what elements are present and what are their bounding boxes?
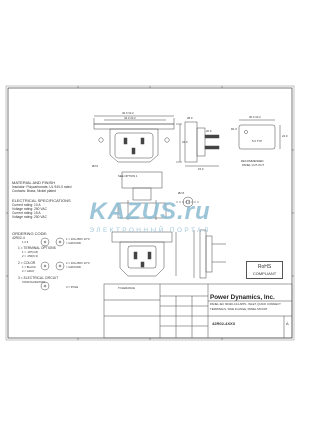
ordering-option: = GROUND — [66, 265, 81, 269]
ordering-option: 2 = GRAY — [22, 269, 35, 273]
materials-line: Insulator: Polycarbonate, UL 94V-0 rated — [12, 185, 72, 189]
rohs-badge — [246, 261, 283, 279]
tolerance-label: TOLERANCE — [118, 286, 136, 290]
electrical-line: Current rating: 10 A — [12, 203, 41, 207]
lower-front-view — [112, 232, 176, 276]
part-number: 42R02-4XXX — [212, 321, 236, 326]
watermark-logo: KAZUS.ru — [89, 198, 211, 225]
panel-cutout — [239, 120, 280, 149]
ordering-config-heading: 3 = ELECTRICAL CIRCUIT — [18, 276, 59, 280]
ordering-option: = GROUND — [66, 241, 81, 245]
rohs-line: RoHS — [257, 264, 272, 270]
ordering-option: 2 = .250(6.3) — [22, 254, 38, 258]
dimension-label: 5.0 TYP — [252, 139, 263, 143]
watermark — [0, 198, 300, 234]
title-block — [104, 284, 292, 338]
ordering-config-sub: CONFIGURATION — [22, 280, 46, 284]
ordering-option: 1 = 10A 250V 10°C — [66, 237, 90, 241]
dimension-label: R1.0 — [231, 127, 237, 131]
ordering-color-heading: 2 = COLOR — [18, 261, 36, 265]
rohs-line: COMPLIANT — [252, 271, 277, 276]
electrical-heading: ELECTRICAL SPECIFICATIONS — [12, 198, 71, 203]
lower-side-view — [194, 230, 226, 278]
ordering-option: 3 = POLE — [66, 285, 79, 289]
panel-cutout-label: RECOMMENDED — [241, 159, 264, 163]
dimension-label: 28.0 — [187, 116, 193, 120]
dimension-label: Ø2.8 — [178, 191, 185, 195]
ordering-option: 1 = .187(4.8) — [22, 250, 38, 254]
electrical-line: Voltage rating: 250 VAC — [12, 215, 47, 219]
dimension-label: 43.0 ±0.2 — [124, 116, 136, 120]
dimension-label: 24.0 — [282, 134, 288, 138]
ordering-option: 2 = 10A 250V 10°C — [66, 261, 90, 265]
dimension-label: 20.0 — [206, 129, 212, 133]
company-name: Power Dynamics, Inc. — [210, 294, 275, 301]
ordering-heading: ORDERING CODE: — [12, 231, 48, 236]
ordering-option: 1 = BLACK — [22, 265, 36, 269]
front-view — [94, 116, 182, 162]
electrical-line: Current rating: 15 A — [12, 211, 41, 215]
watermark-subtitle: ЭЛЕКТРОННЫЙ ПОРТАЛ — [89, 227, 211, 234]
ordering-terminal-heading: 1 = TERMINAL OPTIONS — [18, 246, 56, 250]
dimension-label: Ø3.5 — [92, 164, 99, 168]
revision-letter: A — [286, 321, 289, 326]
part-description: PANEL IEC 60320-C14 APPL. INLET, QUICK CONNECT — [210, 302, 281, 306]
ordering-code: 42R02-4 — [12, 236, 25, 240]
ordering-digits: 1 2 3 — [22, 240, 29, 244]
side-view — [185, 122, 219, 166]
dimension-label: 40.0 ±0.2 — [122, 111, 134, 115]
panel-cutout-label: PANEL CUT-OUT — [242, 163, 265, 167]
part-description: TERMINALS, SIDE FLANGE, PANEL MOUNT — [210, 307, 268, 311]
dimension-label: 30.0 ±0.2 — [249, 115, 261, 119]
dimension-label: 34.0 — [182, 140, 188, 144]
see-option-label: SEE OPTION 1 — [118, 174, 138, 178]
materials-line: Contacts: Brass, Nickel plated — [12, 189, 56, 193]
electrical-line: Voltage rating: 250 VAC — [12, 207, 47, 211]
materials-heading: MATERIAL AND FINISH — [12, 180, 56, 185]
dimension-label: 15.0 — [198, 167, 204, 171]
